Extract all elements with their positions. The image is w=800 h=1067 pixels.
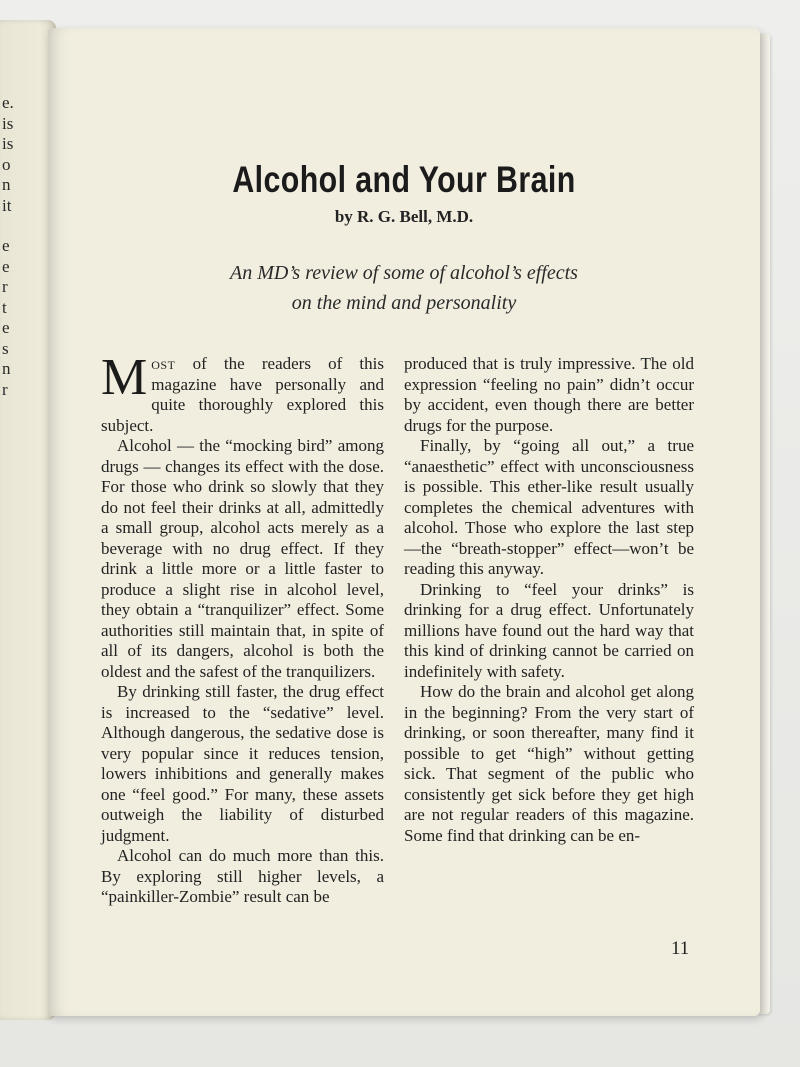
- facing-page-fragment: t: [2, 298, 7, 317]
- deck-line-1: An MD’s review of some of alcohol’s effects: [230, 262, 578, 284]
- body-paragraph: By drinking still faster, the drug effect is increased to the “sedative” level. Although dangerous, the sedative dose is very popular since it reduces tension, lowers inhibitions and generally makes one “feel good.” For many, these assets outweigh the liability of disturbed judgment.: [101, 682, 384, 845]
- article-title: Alcohol and Your Brain: [232, 159, 576, 200]
- body-paragraph: Drinking to “feel your drinks” is drinking for a drug effect. Unfortunately millions have found out the hard way that this kind of drinking cannot be carried on indefinitely with safety.: [404, 579, 694, 681]
- body-column-right: [404, 354, 694, 846]
- facing-page-fragment: o: [2, 155, 11, 174]
- facing-page-fragment: n: [2, 359, 11, 378]
- smallcaps-lead: ost: [151, 354, 176, 373]
- facing-page-fragment: e.: [2, 93, 14, 112]
- drop-cap: M: [101, 349, 148, 406]
- page-number: 11: [671, 938, 690, 959]
- facing-page-fragment: n: [2, 175, 11, 194]
- facing-page-fragment: r: [2, 277, 8, 296]
- article-byline: by R. G. Bell, M.D.: [334, 207, 474, 226]
- body-column-left: [101, 349, 384, 908]
- body-paragraph: [101, 349, 384, 436]
- body-paragraph: Finally, by “going all out,” a true “anaesthetic” effect with unconsciousness is possible. This ether-like result usually completes the chemical adventures with alcohol. Those who explore the last step—the “breath-stopper” effect—won’t be reading this anyway.: [404, 436, 694, 578]
- facing-page-fragment: r: [2, 380, 8, 399]
- body-paragraph: Alcohol — the “mocking bird” among drugs — changes its effect with the dose. For those who drink so slowly that they do not feel their drinks at all, admittedly a small group, alcohol acts merely as a beverage with no drug effect. If they drink a little more or a little faster to produce a slight rise in alcohol level, they obtain a “tranquilizer” effect. Some authorities still maintain that, in spite of all of its dangers, alcohol is both the oldest and the safest of the tranquilizers.: [101, 436, 384, 681]
- article-deck: [48, 258, 760, 318]
- body-paragraph: How do the brain and alcohol get along in the beginning? From the very start of drinking, or soon thereafter, many find it possible to get “high” without getting sick. That segment of the public who consistently get sick before they get high are not regular readers of this magazine. Some find that drinking can be en-: [404, 682, 694, 845]
- facing-page-fragment: e: [2, 236, 10, 255]
- facing-page-fragment: is: [2, 114, 14, 133]
- facing-page-fragment: s: [2, 339, 9, 358]
- facing-page-fragment: e: [2, 318, 10, 337]
- facing-page-fragment: it: [2, 196, 12, 215]
- body-paragraph: Alcohol can do much more than this. By exploring still higher levels, a “painkiller-Zombie” result can be: [101, 846, 384, 906]
- paragraph-text: of the readers of this magazine have personally and quite thoroughly explored this subject.: [101, 354, 384, 435]
- facing-page-fragment: is: [2, 134, 14, 153]
- body-paragraph: produced that is truly impressive. The old expression “feeling no pain” didn’t occur by accident, even though there are better drugs for the purpose.: [404, 354, 694, 435]
- facing-page-fragment: e: [2, 257, 10, 276]
- deck-line-2: on the mind and personality: [291, 292, 517, 314]
